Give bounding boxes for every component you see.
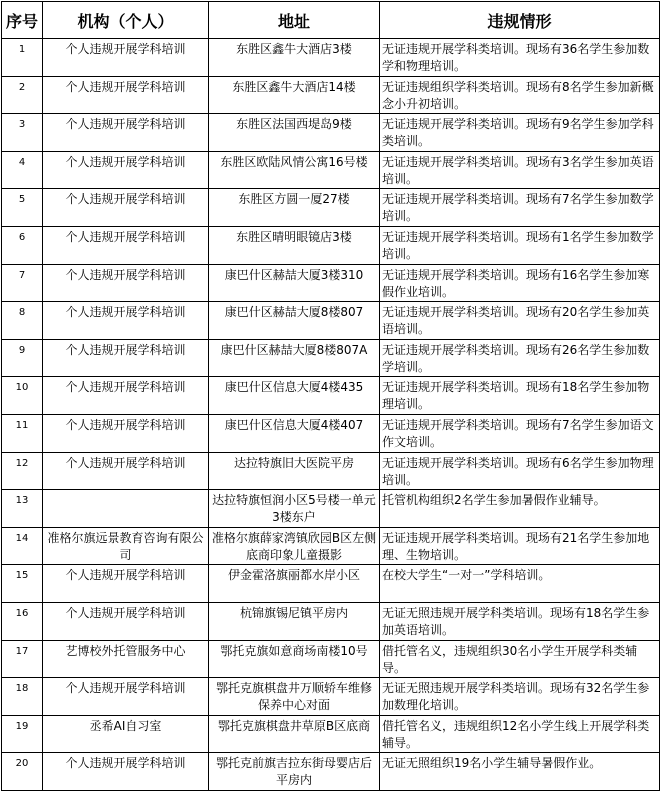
cell-org: 个人违规开展学科培训 <box>43 339 209 377</box>
cell-violation: 无证违规开展学科类培训。现场有6名学生参加物理培训。 <box>380 452 660 490</box>
cell-no: 14 <box>2 527 43 565</box>
cell-org: 个人违规开展学科培训 <box>43 114 209 152</box>
table-row <box>2 602 660 640</box>
cell-no: 7 <box>2 264 43 302</box>
cell-address: 鄂托克旗棋盘井万顺轿车维修保养中心对面 <box>209 678 380 716</box>
cell-no: 5 <box>2 189 43 227</box>
table-body <box>2 39 660 791</box>
cell-violation: 无证无照违规开展学科类培训。现场有32名学生参加数理化培训。 <box>380 678 660 716</box>
cell-violation: 无证违规开展学科类培训。现场有36名学生参加数学和物理培训。 <box>380 39 660 77</box>
cell-address: 鄂托克前旗吉拉东街母婴店后平房内 <box>209 753 380 791</box>
cell-violation: 无证违规开展学科类培训。现场有7名学生参加数学培训。 <box>380 189 660 227</box>
cell-address: 鄂托克旗如意商场南楼10号 <box>209 640 380 678</box>
cell-org: 个人违规开展学科培训 <box>43 302 209 340</box>
cell-violation: 无证违规开展学科类培训。现场有9名学生参加学科类培训。 <box>380 114 660 152</box>
cell-org: 个人违规开展学科培训 <box>43 452 209 490</box>
cell-no: 17 <box>2 640 43 678</box>
cell-no: 12 <box>2 452 43 490</box>
cell-no: 18 <box>2 678 43 716</box>
table-row <box>2 715 660 753</box>
cell-org: 个人违规开展学科培训 <box>43 151 209 189</box>
cell-violation: 托管机构组织2名学生参加暑假作业辅导。 <box>380 490 660 528</box>
table-row <box>2 452 660 490</box>
cell-no: 8 <box>2 302 43 340</box>
cell-org: 个人违规开展学科培训 <box>43 226 209 264</box>
cell-violation: 在校大学生“一对一”学科培训。 <box>380 565 660 603</box>
table-row <box>2 339 660 377</box>
cell-violation: 无证违规开展学科类培训。现场有18名学生参加物理培训。 <box>380 377 660 415</box>
col-header-no: 序号 <box>2 2 43 39</box>
cell-violation: 无证违规开展学科类培训。现场有16名学生参加寒假作业培训。 <box>380 264 660 302</box>
cell-violation: 无证违规开展学科类培训。现场有20名学生参加英语培训。 <box>380 302 660 340</box>
cell-no: 2 <box>2 76 43 114</box>
cell-org: 个人违规开展学科培训 <box>43 189 209 227</box>
table-row <box>2 678 660 716</box>
cell-org: 准格尔旗远景教育咨询有限公司 <box>43 527 209 565</box>
table-row <box>2 302 660 340</box>
cell-violation: 无证违规开展学科类培训。现场有7名学生参加语文作文培训。 <box>380 414 660 452</box>
col-header-org: 机构（个人） <box>43 2 209 39</box>
cell-org: 个人违规开展学科培训 <box>43 753 209 791</box>
table-row <box>2 114 660 152</box>
table-row <box>2 151 660 189</box>
cell-org: 个人违规开展学科培训 <box>43 76 209 114</box>
cell-no: 11 <box>2 414 43 452</box>
cell-no: 15 <box>2 565 43 603</box>
cell-no: 13 <box>2 490 43 528</box>
table-row <box>2 39 660 77</box>
violations-table <box>1 1 660 791</box>
cell-address: 伊金霍洛旗丽都水岸小区 <box>209 565 380 603</box>
cell-org: 个人违规开展学科培训 <box>43 678 209 716</box>
cell-address: 达拉特旗恒润小区5号楼一单元3楼东户 <box>209 490 380 528</box>
cell-org: 个人违规开展学科培训 <box>43 377 209 415</box>
cell-no: 6 <box>2 226 43 264</box>
cell-no: 9 <box>2 339 43 377</box>
cell-address: 东胜区晴明眼镜店3楼 <box>209 226 380 264</box>
cell-no: 3 <box>2 114 43 152</box>
cell-address: 康巴什区赫喆大厦3楼310 <box>209 264 380 302</box>
cell-violation: 无证违规开展学科类培训。现场有21名学生参加地理、生物培训。 <box>380 527 660 565</box>
cell-org: 个人违规开展学科培训 <box>43 39 209 77</box>
table-header-row <box>2 2 660 39</box>
table-row <box>2 640 660 678</box>
cell-violation: 借托管名义，违规组织12名小学生线上开展学科类辅导。 <box>380 715 660 753</box>
cell-no: 1 <box>2 39 43 77</box>
cell-violation: 无证违规开展学科类培训。现场有1名学生参加数学培训。 <box>380 226 660 264</box>
table-row <box>2 414 660 452</box>
cell-no: 16 <box>2 602 43 640</box>
cell-address: 准格尔旗薛家湾镇欣园B区左侧底商印象儿童摄影 <box>209 527 380 565</box>
cell-address: 康巴什区信息大厦4楼435 <box>209 377 380 415</box>
table-row <box>2 189 660 227</box>
cell-org: 个人违规开展学科培训 <box>43 414 209 452</box>
cell-violation: 无证违规组织学科类培训。现场有8名学生参加新概念小升初培训。 <box>380 76 660 114</box>
cell-violation: 借托管名义，违规组织30名小学生开展学科类辅导。 <box>380 640 660 678</box>
table-row <box>2 753 660 791</box>
cell-address: 康巴什区信息大厦4楼407 <box>209 414 380 452</box>
cell-violation: 无证违规开展学科类培训。现场有3名学生参加英语培训。 <box>380 151 660 189</box>
col-header-violation: 违规情形 <box>380 2 660 39</box>
table-row <box>2 565 660 603</box>
cell-address: 东胜区方圆一厦27楼 <box>209 189 380 227</box>
cell-violation: 无证违规开展学科类培训。现场有26名学生参加数学培训。 <box>380 339 660 377</box>
cell-address: 康巴什区赫喆大厦8楼807 <box>209 302 380 340</box>
cell-org: 个人违规开展学科培训 <box>43 602 209 640</box>
cell-address: 东胜区鑫牛大酒店3楼 <box>209 39 380 77</box>
table-row <box>2 226 660 264</box>
cell-no: 19 <box>2 715 43 753</box>
cell-address: 杭锦旗锡尼镇平房内 <box>209 602 380 640</box>
cell-no: 4 <box>2 151 43 189</box>
cell-violation: 无证无照违规开展学科类培训。现场有18名学生参加英语培训。 <box>380 602 660 640</box>
cell-address: 达拉特旗旧大医院平房 <box>209 452 380 490</box>
cell-no: 20 <box>2 753 43 791</box>
cell-org: 个人违规开展学科培训 <box>43 264 209 302</box>
cell-org <box>43 490 209 528</box>
table-row <box>2 264 660 302</box>
cell-violation: 无证无照组织19名小学生辅导暑假作业。 <box>380 753 660 791</box>
table-row <box>2 76 660 114</box>
table-row <box>2 377 660 415</box>
cell-address: 鄂托克旗棋盘井草原B区底商 <box>209 715 380 753</box>
cell-org: 丞希AI自习室 <box>43 715 209 753</box>
cell-org: 艺博校外托管服务中心 <box>43 640 209 678</box>
cell-org: 个人违规开展学科培训 <box>43 565 209 603</box>
table-row <box>2 527 660 565</box>
cell-address: 东胜区鑫牛大酒店14楼 <box>209 76 380 114</box>
cell-address: 东胜区欧陆风情公寓16号楼 <box>209 151 380 189</box>
cell-address: 康巴什区赫喆大厦8楼807A <box>209 339 380 377</box>
cell-address: 东胜区法国西堤岛9楼 <box>209 114 380 152</box>
table-row <box>2 490 660 528</box>
cell-no: 10 <box>2 377 43 415</box>
col-header-address: 地址 <box>209 2 380 39</box>
